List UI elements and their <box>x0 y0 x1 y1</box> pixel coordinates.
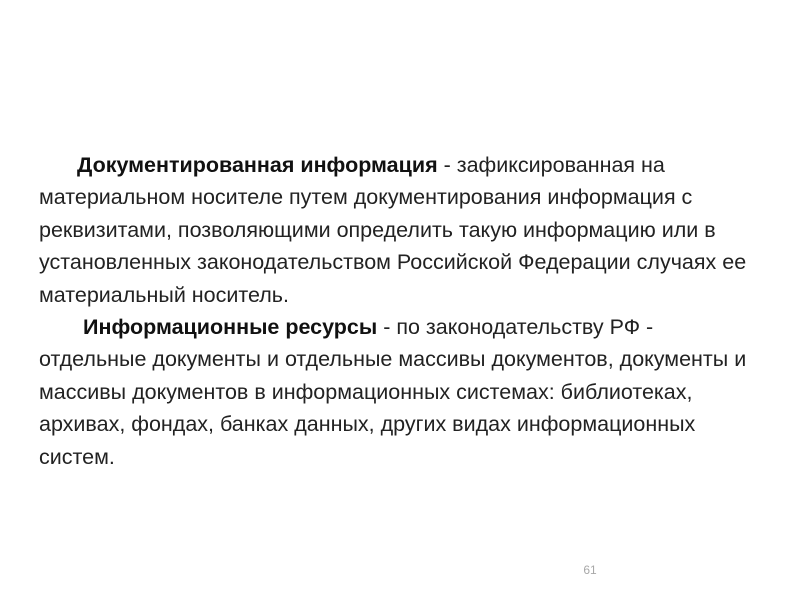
slide-body-text <box>39 149 759 473</box>
definition-paragraph-documented-information <box>39 149 759 311</box>
term-information-resources: Информационные ресурсы <box>83 315 378 340</box>
definition-documented-information: - зафиксированная на материальном носителе путем документирования информация с реквизитами, позволяющими определить такую информацию или в установленных законодательством Российской Федерации случаях ее материальный носитель. <box>39 153 747 307</box>
page-number: 61 <box>583 563 597 577</box>
definition-paragraph-information-resources <box>39 311 759 473</box>
term-documented-information: Документированная информация <box>77 153 438 177</box>
definition-information-resources: - по законодательству РФ - отдельные документы и отдельные массивы документов, документы и массивы документов в информационных системах: библиотеках, архивах, фондах, банках данных, других видах информационных систем. <box>39 315 747 469</box>
